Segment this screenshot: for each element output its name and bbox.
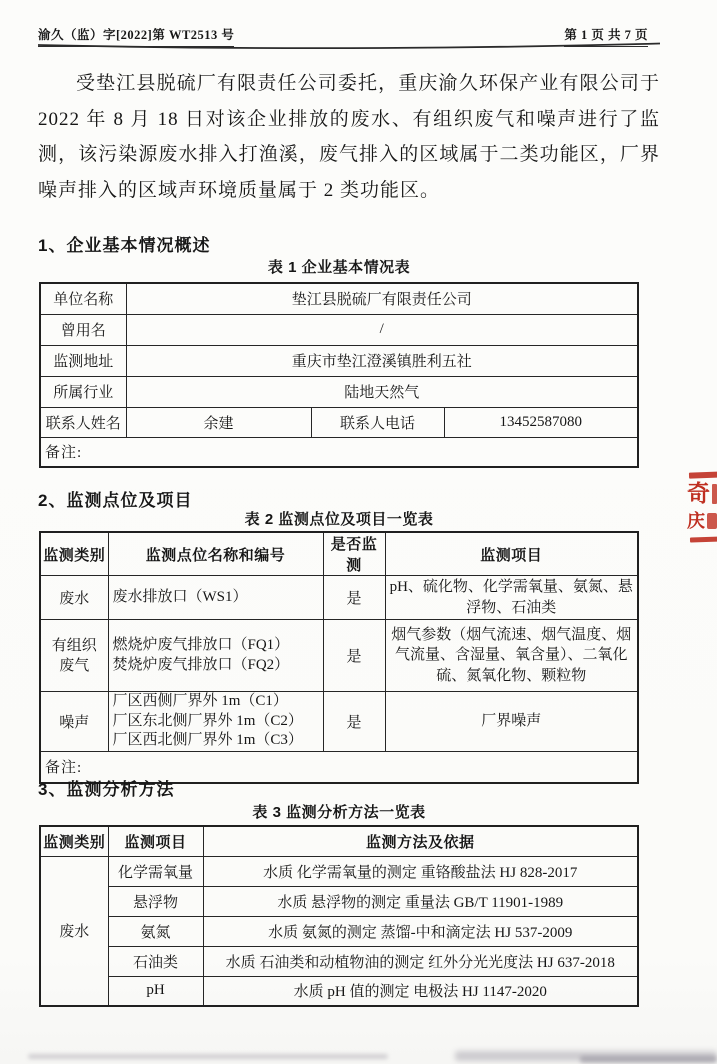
analysis-method: 水质 氨氮的测定 蒸馏-中和滴定法 HJ 537-2009 bbox=[203, 916, 638, 946]
table-row bbox=[40, 692, 638, 752]
scan-artifact bbox=[28, 1054, 388, 1059]
point-names-cell bbox=[108, 576, 323, 620]
point-name: 厂区东北侧厂界外 1m（C2） bbox=[112, 712, 303, 729]
col-header-items: 监测项目 bbox=[385, 532, 638, 576]
point-name: 燃烧炉废气排放口（FQ1） bbox=[112, 637, 290, 653]
table-row bbox=[40, 437, 638, 467]
monitor-items-cell: pH、硫化物、化学需氧量、氨氮、悬浮物、石油类 bbox=[385, 576, 638, 620]
analysis-item: 石油类 bbox=[108, 946, 203, 976]
red-stamp bbox=[687, 471, 717, 559]
page-number: 第 1 页 共 7 页 bbox=[564, 25, 648, 47]
stamp-text-line bbox=[687, 480, 717, 507]
table-row bbox=[40, 946, 638, 976]
table-row bbox=[40, 376, 638, 407]
col-header-monitored: 是否监测 bbox=[323, 532, 385, 576]
analysis-method: 水质 化学需氧量的测定 重铬酸盐法 HJ 828-2017 bbox=[203, 856, 638, 886]
category-wastewater: 废水 bbox=[40, 576, 108, 620]
analysis-item: 氨氮 bbox=[108, 916, 203, 946]
former-name-value: / bbox=[126, 314, 638, 345]
monitored-flag: 是 bbox=[323, 620, 385, 692]
analysis-method: 水质 pH 值的测定 电极法 HJ 1147-2020 bbox=[203, 976, 638, 1006]
table-header-row bbox=[40, 532, 638, 576]
category-line: 废气 bbox=[59, 657, 90, 674]
stamp-clipped-char bbox=[712, 484, 717, 504]
stamp-clipped-char bbox=[707, 513, 717, 529]
stamp-bar bbox=[690, 536, 717, 542]
section-3-heading: 3、监测分析方法 bbox=[38, 780, 175, 799]
table-3-analysis-methods bbox=[39, 825, 639, 1007]
document-number: 渝久（监）字[2022]第 WT2513 号 bbox=[38, 25, 234, 47]
table-1-note: 备注: bbox=[40, 437, 638, 467]
table-row bbox=[40, 283, 638, 314]
stamp-bar bbox=[689, 471, 717, 478]
col-header-point-name: 监测点位名称和编号 bbox=[108, 532, 323, 576]
point-name: 厂区西侧厂界外 1m（C1） bbox=[112, 693, 288, 710]
point-name: 厂区西北侧厂界外 1m（C3） bbox=[112, 732, 303, 749]
table-row bbox=[40, 886, 638, 916]
monitor-address-value: 重庆市垫江澄溪镇胜利五社 bbox=[126, 345, 638, 376]
section-1-heading: 1、企业基本情况概述 bbox=[38, 236, 211, 255]
table-2-monitoring-points bbox=[39, 531, 639, 784]
table-row bbox=[40, 345, 638, 376]
analysis-item: 悬浮物 bbox=[108, 886, 203, 916]
intro-paragraph: 受垫江县脱硫厂有限责任公司委托，重庆渝久环保产业有限公司于 2022 年 8 月 18 日对该企业排放的废水、有组织废气和噪声进行了监测，该污染源废水排入打渔溪，废气排入的区域属于二类功能区，厂界噪声排入的区域声环境质量属于 2 类功能区。 bbox=[38, 73, 660, 201]
table-row bbox=[40, 916, 638, 946]
table-row bbox=[40, 407, 638, 437]
table-row bbox=[40, 314, 638, 345]
header-rule bbox=[38, 41, 660, 53]
contact-name-value: 余建 bbox=[126, 407, 311, 437]
point-name: 废水排放口（WS1） bbox=[112, 588, 248, 605]
category-wastewater: 废水 bbox=[40, 856, 108, 1006]
table-2-note: 备注: bbox=[40, 752, 638, 783]
monitor-items-cell: 厂界噪声 bbox=[385, 692, 638, 752]
unit-name-label: 单位名称 bbox=[40, 283, 126, 314]
point-names-cell bbox=[108, 692, 323, 752]
analysis-item: 化学需氧量 bbox=[108, 856, 203, 886]
table-1-basic-info bbox=[39, 282, 639, 468]
analysis-method: 水质 石油类和动植物油的测定 红外分光光度法 HJ 637-2018 bbox=[203, 946, 638, 976]
scan-artifact bbox=[580, 1056, 717, 1063]
contact-name-label: 联系人姓名 bbox=[40, 407, 126, 437]
stamp-char: 庆 bbox=[687, 510, 705, 531]
point-names-cell bbox=[108, 620, 323, 692]
monitored-flag: 是 bbox=[323, 692, 385, 752]
point-name: 焚烧炉废气排放口（FQ2） bbox=[112, 656, 290, 673]
table-1-caption: 表 1 企业基本情况表 bbox=[267, 259, 411, 276]
monitor-address-label: 监测地址 bbox=[40, 345, 126, 376]
table-row bbox=[40, 576, 638, 620]
table-3-caption: 表 3 监测分析方法一览表 bbox=[252, 804, 426, 821]
col-header-category: 监测类别 bbox=[40, 532, 108, 576]
col-header-category: 监测类别 bbox=[40, 826, 108, 856]
monitored-flag: 是 bbox=[323, 576, 385, 620]
contact-phone-label: 联系人电话 bbox=[311, 407, 444, 437]
analysis-method: 水质 悬浮物的测定 重量法 GB/T 11901-1989 bbox=[203, 886, 638, 916]
table-row bbox=[40, 856, 638, 886]
table-row bbox=[40, 976, 638, 1006]
stamp-text-line bbox=[687, 507, 717, 534]
monitor-items-cell: 烟气参数（烟气流速、烟气温度、烟气流量、含湿量、氧含量）、二氧化硫、氮氧化物、颗粒物 bbox=[385, 620, 638, 692]
col-header-item: 监测项目 bbox=[108, 826, 203, 856]
table-row bbox=[40, 620, 638, 692]
col-header-method: 监测方法及依据 bbox=[203, 826, 638, 856]
category-line: 有组织 bbox=[51, 637, 97, 654]
analysis-item: pH bbox=[108, 976, 203, 1006]
category-noise: 噪声 bbox=[40, 692, 108, 752]
contact-phone-value: 13452587080 bbox=[444, 407, 638, 437]
unit-name-value: 垫江县脱硫厂有限责任公司 bbox=[126, 283, 638, 314]
table-header-row bbox=[40, 826, 638, 856]
section-2-heading: 2、监测点位及项目 bbox=[38, 491, 193, 510]
table-2-caption: 表 2 监测点位及项目一览表 bbox=[244, 511, 434, 528]
category-organized-gas bbox=[40, 620, 108, 692]
industry-value: 陆地天然气 bbox=[126, 376, 638, 407]
stamp-char: 奇 bbox=[687, 480, 710, 506]
industry-label: 所属行业 bbox=[40, 376, 126, 407]
former-name-label: 曾用名 bbox=[40, 314, 126, 345]
